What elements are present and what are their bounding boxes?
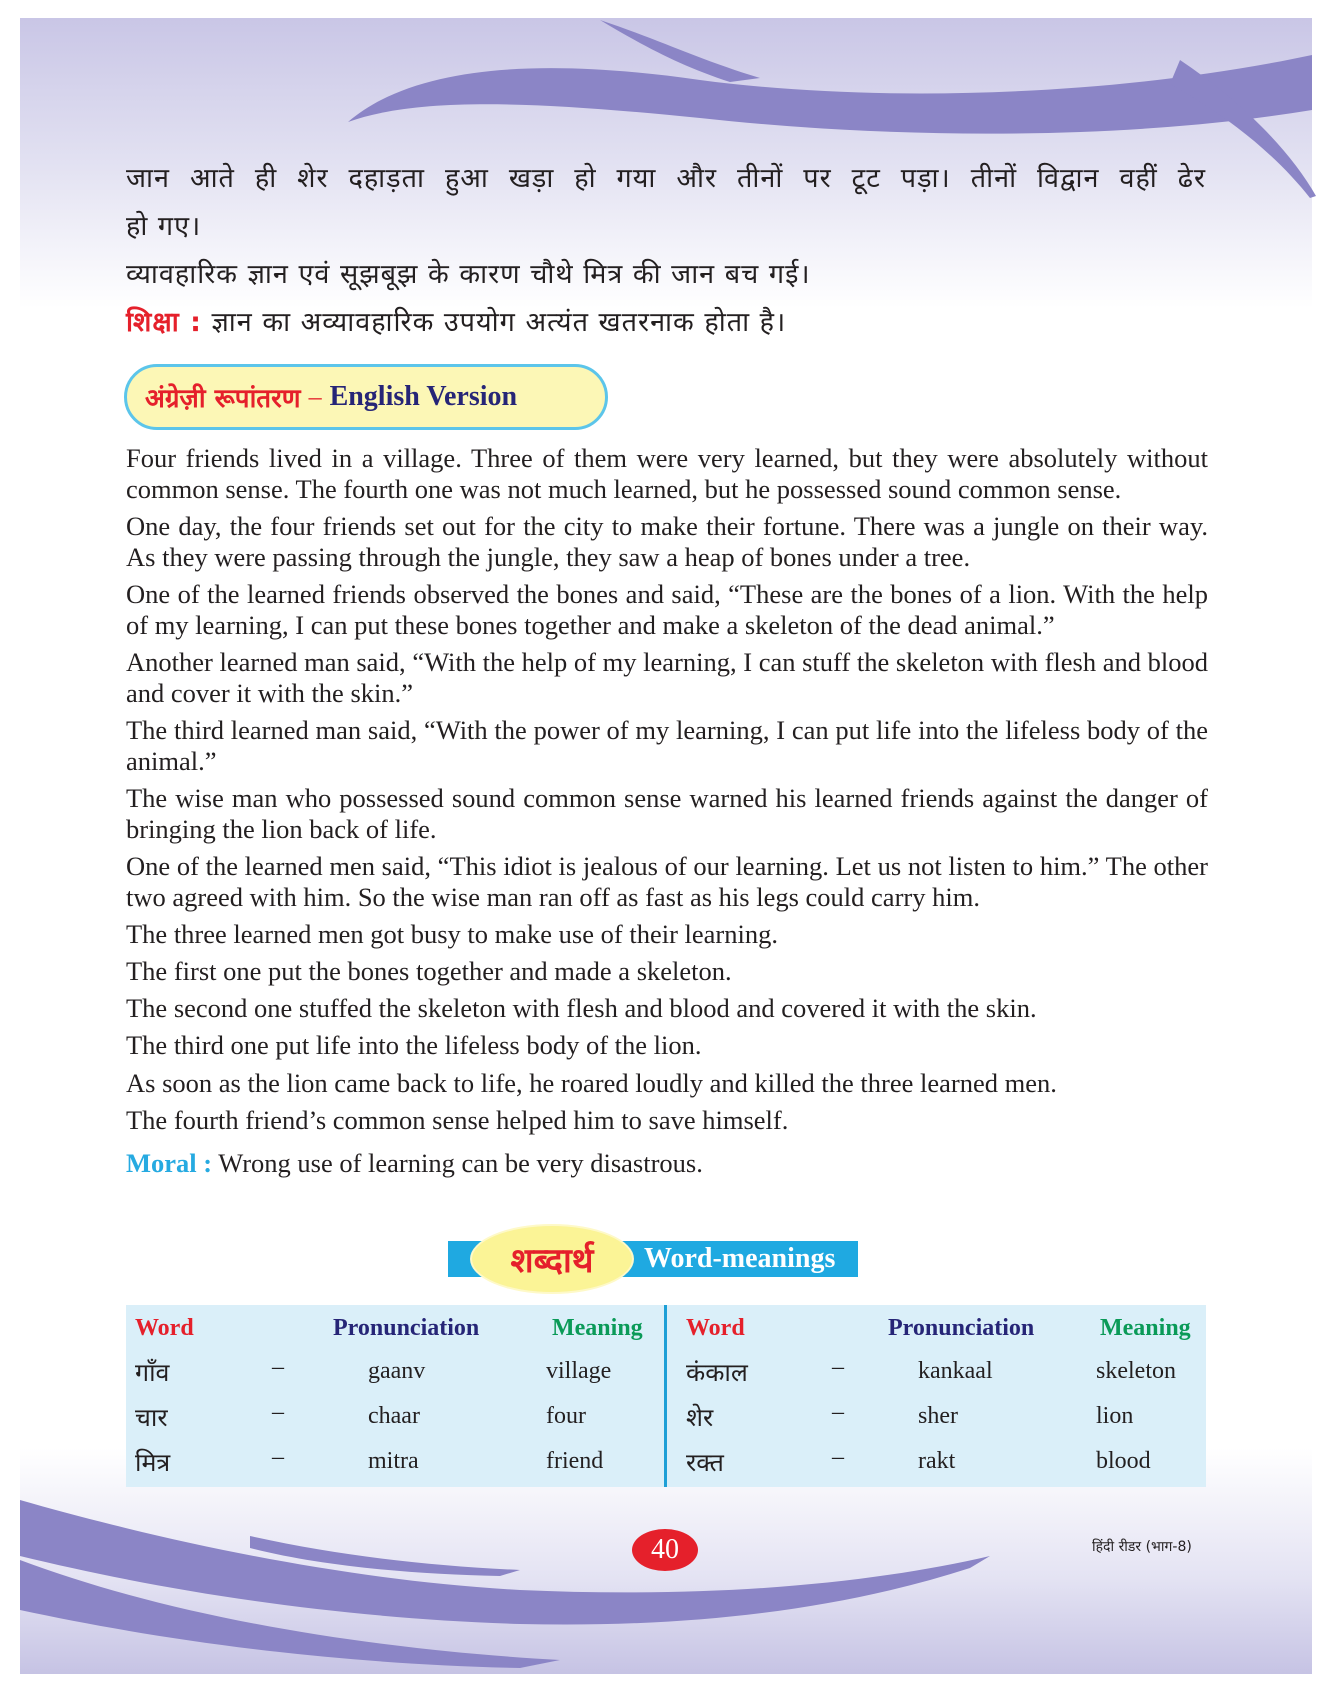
- pron-right-3: rakt: [918, 1448, 956, 1474]
- header-meaning-right: Meaning: [1100, 1315, 1191, 1341]
- table-divider: [664, 1305, 667, 1487]
- english-paragraph-2: One day, the four friends set out for the city to make their fortune. There was a jungle on their way. As they were passing through the jungle, they saw a heap of bones under a tree.: [126, 511, 1208, 572]
- word-left-1: गाँव: [135, 1358, 170, 1387]
- page-number: 40: [632, 1529, 698, 1571]
- header-pronunciation-right: Pronunciation: [888, 1315, 1035, 1341]
- english-paragraph-12: As soon as the lion came back to life, he roared loudly and killed the three learned men.: [126, 1068, 1057, 1098]
- moral-label: Moral :: [126, 1148, 213, 1178]
- header-meaning-left: Meaning: [552, 1315, 643, 1341]
- word-left-3: मित्र: [135, 1448, 171, 1477]
- dash-left-2: –: [272, 1399, 284, 1425]
- book-title: हिंदी रीडर (भाग-8): [1092, 1539, 1192, 1555]
- word-right-1: कंकाल: [686, 1358, 748, 1387]
- word-right-3: रक्त: [686, 1448, 724, 1477]
- lesson-label: शिक्षा :: [126, 307, 202, 338]
- banner-dash: –: [308, 382, 322, 411]
- english-paragraph-9: The first one put the bones together and made a skeleton.: [126, 956, 732, 986]
- meaning-left-2: four: [546, 1403, 586, 1429]
- header-word-right: Word: [686, 1315, 745, 1341]
- english-paragraph-4: Another learned man said, “With the help of my learning, I can stuff the skeleton with flesh and blood and cover it with the skin.”: [126, 647, 1208, 708]
- english-paragraph-6: The wise man who possessed sound common sense warned his learned friends against the danger of bringing the lion back of life.: [126, 783, 1208, 844]
- word-meanings-hindi-title: शब्दार्थ: [472, 1226, 632, 1292]
- pron-left-1: gaanv: [368, 1358, 426, 1384]
- english-paragraph-13: The fourth friend’s common sense helped him to save himself.: [126, 1105, 789, 1135]
- meaning-right-1: skeleton: [1096, 1358, 1176, 1384]
- meaning-left-3: friend: [546, 1448, 604, 1474]
- header-pronunciation-left: Pronunciation: [333, 1315, 480, 1341]
- dash-left-3: –: [272, 1444, 284, 1470]
- english-paragraph-3: One of the learned friends observed the bones and said, “These are the bones of a lion. With the help of my learning, I can put these bones together and make a skeleton of the dead animal.”: [126, 579, 1208, 640]
- hindi-lesson: [126, 300, 1206, 346]
- english-paragraph-7: One of the learned men said, “This idiot is jealous of our learning. Let us not listen to him.” The other two agreed with him. So the wise man ran off as fast as his legs could carry him.: [126, 851, 1208, 912]
- banner-hindi-title: अंग्रेज़ी रूपांतरण: [145, 384, 301, 414]
- dash-right-1: –: [832, 1354, 844, 1380]
- pron-left-2: chaar: [368, 1403, 420, 1429]
- pron-left-3: mitra: [368, 1448, 419, 1474]
- lesson-text: ज्ञान का अव्यावहारिक उपयोग अत्यंत खतरनाक होता है।: [211, 307, 787, 338]
- dash-right-3: –: [832, 1444, 844, 1470]
- dash-right-2: –: [832, 1399, 844, 1425]
- english-paragraph-8: The three learned men got busy to make use of their learning.: [126, 919, 778, 949]
- hindi-paragraph-line-2: हो गए।: [126, 211, 202, 242]
- dash-left-1: –: [272, 1354, 284, 1380]
- english-paragraph-10: The second one stuffed the skeleton with flesh and blood and covered it with the skin.: [126, 993, 1037, 1023]
- english-paragraph-5: The third learned man said, “With the power of my learning, I can put life into the lifeless body of the animal.”: [126, 715, 1208, 776]
- meaning-right-3: blood: [1096, 1448, 1151, 1474]
- pron-right-2: sher: [918, 1403, 958, 1429]
- english-paragraph-11: The third one put life into the lifeless body of the lion.: [126, 1030, 702, 1060]
- word-left-2: चार: [135, 1403, 168, 1432]
- word-right-2: शेर: [686, 1403, 714, 1432]
- word-meanings-english-title: Word-meanings: [644, 1243, 836, 1274]
- english-moral: [126, 1148, 1208, 1179]
- moral-text: Wrong use of learning can be very disastrous.: [218, 1148, 703, 1178]
- hindi-paragraph-2: व्यावहारिक ज्ञान एवं सूझबूझ के कारण चौथे मित्र की जान बच गई।: [126, 259, 811, 290]
- meaning-right-2: lion: [1096, 1403, 1134, 1429]
- hindi-paragraph-line-1: जान आते ही शेर दहाड़ता हुआ खड़ा हो गया और तीनों पर टूट पड़ा। तीनों विद्वान वहीं ढेर: [126, 163, 1206, 194]
- english-version-banner: [124, 364, 608, 430]
- english-paragraph-1: Four friends lived in a village. Three of them were very learned, but they were absolutely without common sense. The fourth one was not much learned, but he possessed sound common sense.: [126, 443, 1208, 504]
- pron-right-1: kankaal: [918, 1358, 993, 1384]
- meaning-left-1: village: [546, 1358, 612, 1384]
- header-word-left: Word: [135, 1315, 194, 1341]
- banner-english-title: English Version: [329, 381, 518, 412]
